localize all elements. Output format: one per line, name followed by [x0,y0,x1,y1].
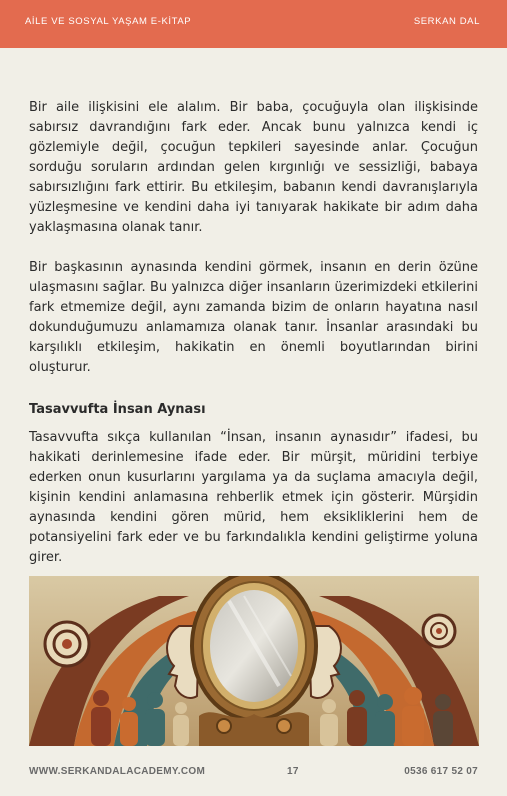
mirror-illustration [29,576,479,746]
paragraph-3: Tasavvufta sıkça kullanılan “İnsan, insanın aynasıdır” ifadesi, bu hakikati derinlemesine ifade eder. Bir mürşit, müridini terbiye ederken onun kusurlarını yargılama ya da suçlama amacıyla değil, kişinin kendini anlamasına rehberlik etmek için gösterir. Mürşidin aynasında kendini gören mürid, hem eksikliklerini hem de potansiyelini fark eder ve bu farkındalıkla kendini geliştirme yoluna girer. [29,430,478,565]
website-link[interactable]: WWW.SERKANDALACADEMY.COM [29,766,206,777]
target-left [45,622,89,666]
phone-number: 0536 617 52 07 [404,766,478,777]
page-content [29,98,478,568]
page-header [0,0,507,48]
paragraph-2: Bir başkasının aynasında kendini görmek, insanın en derin özüne ulaşmasını sağlar. Bu yalnızca diğer insanların üzerimizdeki etkilerini fark etmemize değil, aynı zamanda bizim de onların hayatına nasıl dokunduğumuzu anlamamıza olanak tanır. İnsanlar arasındaki bu karşılıklı etkileşim, hakikatin en önemli boyutlarından birini oluşturur. [29,260,478,375]
author-name: SERKAN DAL [413,16,480,27]
page-number: 17 [287,766,299,777]
section-heading: Tasavvufta İnsan Aynası [29,402,206,417]
paragraph-1: Bir aile ilişkisini ele alalım. Bir baba, çocuğuyla olan ilişkisinde sabırsız davrandığını fark eder. Ancak bunu yalnızca kendi iç gözlemiyle değil, çocuğun tepkileri sayesinde anlar. Çocuğun sorduğu soruların ardından gelen kırgınlığı ve sessizliği, babaya sabırsızlığını fark ettirir. Bu etkileşim, babanın kendi davranışlarıyla yüzleşmesine ve kendini daha iyi tanıyarak hakikate bir adım daha yaklaşmasına olanak tanır. [29,100,478,235]
book-title: AİLE VE SOSYAL YAŞAM E-KİTAP [25,16,192,27]
mirror-illustration-art [29,576,479,746]
page-footer [0,766,507,780]
